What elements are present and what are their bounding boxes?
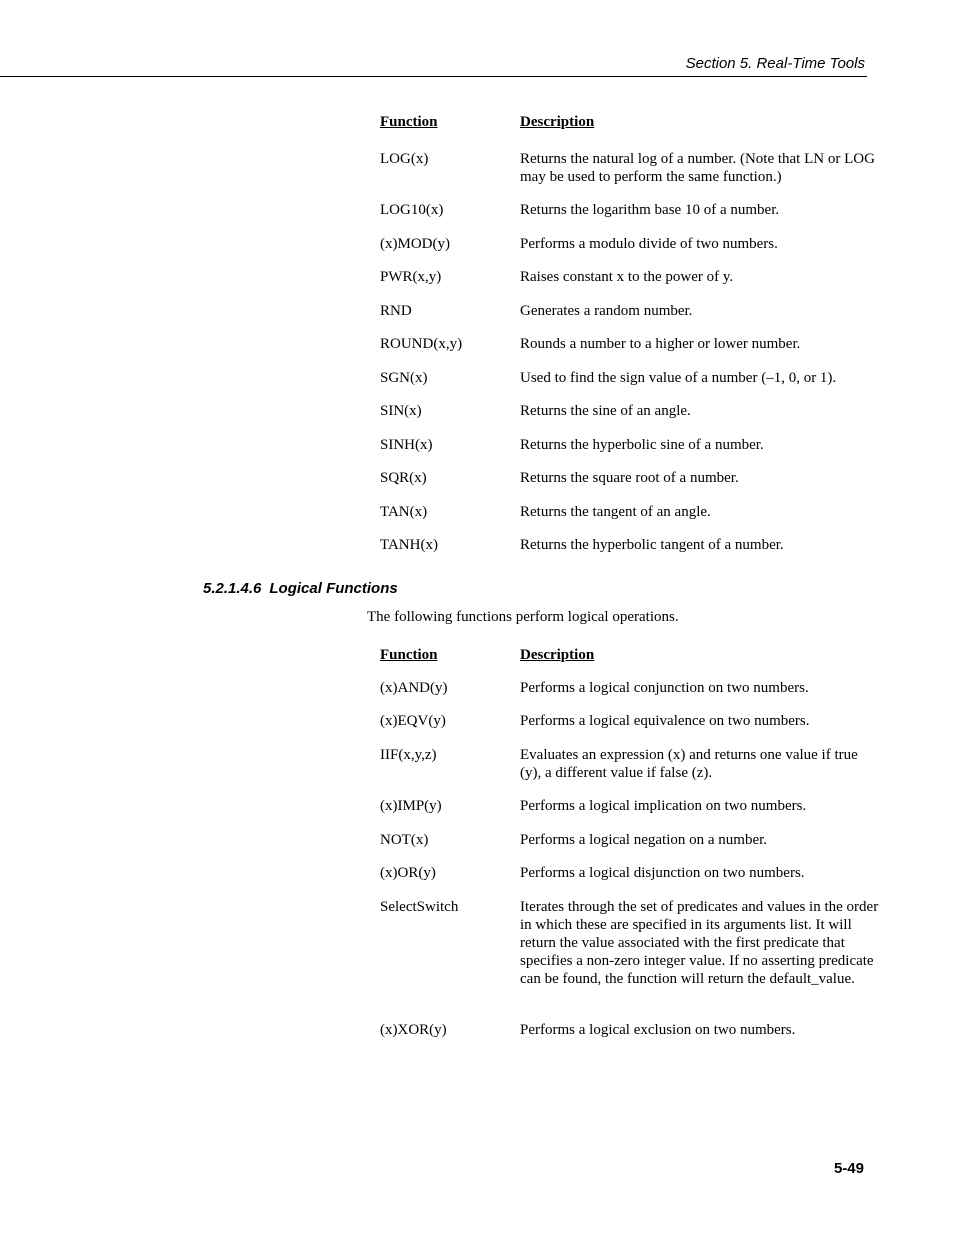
function-name: ROUND(x,y)	[380, 336, 463, 352]
function-name: IIF(x,y,z)	[380, 747, 437, 763]
function-description: Returns the natural log of a number. (Note that LN or LOG may be used to perform the same function.)	[520, 151, 875, 185]
function-description: Returns the logarithm base 10 of a number.	[520, 202, 780, 218]
function-name: PWR(x,y)	[380, 269, 442, 285]
function-name: LOG10(x)	[380, 202, 444, 218]
column-header-description: Description	[520, 647, 595, 663]
function-description: Iterates through the set of predicates and values in the order in which these are specified in its arguments list. It will return the value associated with the first predicate that specifies a non-zero integer value. If no asserting predicate can be found, the function will return the default_value.	[520, 899, 879, 987]
function-description: Performs a logical exclusion on two numbers.	[520, 1022, 796, 1038]
function-description: Rounds a number to a higher or lower number.	[520, 336, 801, 352]
running-header: Section 5. Real-Time Tools	[685, 55, 865, 72]
function-description: Performs a logical equivalence on two numbers.	[520, 713, 810, 729]
column-header-description: Description	[520, 114, 595, 130]
function-name: SQR(x)	[380, 470, 427, 486]
function-name: (x)EQV(y)	[380, 713, 446, 729]
function-description: Raises constant x to the power of y.	[520, 269, 734, 285]
function-name: RND	[380, 303, 412, 319]
function-description: Performs a logical conjunction on two numbers.	[520, 680, 809, 696]
function-name: TAN(x)	[380, 504, 428, 520]
function-description: Used to find the sign value of a number (–1, 0, or 1).	[520, 370, 837, 386]
section-title: Logical Functions	[269, 580, 398, 597]
function-name: (x)AND(y)	[380, 680, 448, 696]
function-name: SIN(x)	[380, 403, 422, 419]
function-description: Returns the sine of an angle.	[520, 403, 691, 419]
function-name: (x)IMP(y)	[380, 798, 442, 814]
function-description: Performs a logical negation on a number.	[520, 832, 768, 848]
function-description: Evaluates an expression (x) and returns one value if true (y), a different value if false (z).	[520, 747, 858, 781]
function-name: SINH(x)	[380, 437, 433, 453]
function-name: SelectSwitch	[380, 899, 459, 915]
section-number: 5.2.1.4.6	[203, 580, 262, 597]
function-description: Returns the tangent of an angle.	[520, 504, 711, 520]
function-description: Performs a logical implication on two numbers.	[520, 798, 807, 814]
column-header-function: Function	[380, 647, 438, 663]
function-name: (x)MOD(y)	[380, 236, 450, 252]
function-name: LOG(x)	[380, 151, 429, 167]
function-name: TANH(x)	[380, 537, 438, 553]
section-intro: The following functions perform logical operations.	[367, 609, 679, 625]
function-name: (x)XOR(y)	[380, 1022, 447, 1038]
page-number: 5-49	[833, 1160, 864, 1177]
function-description: Returns the hyperbolic sine of a number.	[520, 437, 764, 453]
function-description: Returns the hyperbolic tangent of a number.	[520, 537, 784, 553]
function-name: SGN(x)	[380, 370, 428, 386]
function-description: Returns the square root of a number.	[520, 470, 739, 486]
section-heading	[203, 580, 398, 597]
column-header-function: Function	[380, 114, 438, 130]
header-rule	[0, 76, 867, 77]
function-name: (x)OR(y)	[380, 865, 436, 881]
function-description: Performs a logical disjunction on two numbers.	[520, 865, 805, 881]
function-description: Generates a random number.	[520, 303, 693, 319]
function-name: NOT(x)	[380, 832, 429, 848]
function-description: Performs a modulo divide of two numbers.	[520, 236, 778, 252]
